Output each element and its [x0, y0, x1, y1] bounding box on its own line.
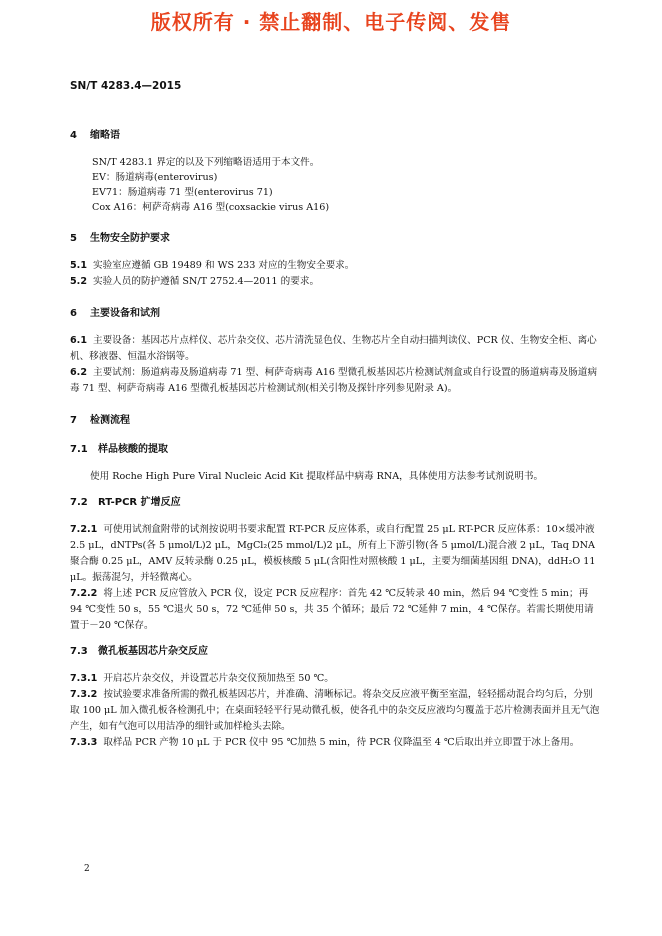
- clause-7-1-text: 使用 Roche High Pure Viral Nucleic Acid Kit 提取样品中病毒 RNA，具体使用方法参考试剂说明书。: [90, 471, 544, 482]
- clause-6-1: 6.1 主要设备：基因芯片点样仪、芯片杂交仪、芯片清洗显色仪、生物芯片全自动扫描判读仪、PCR 仪、生物安全柜、离心机、移液器、恒温水浴锅等。: [70, 335, 597, 362]
- subsection-heading-7-3: 7.3 微孔板基因芯片杂交反应: [70, 646, 208, 657]
- clause-6-2: 6.2 主要试剂：肠道病毒及肠道病毒 71 型、柯萨奇病毒 A16 型微孔板基因芯片检测试剂盒或自行设置的肠道病毒及肠道病毒 71 型、柯萨奇病毒 A16 型微孔板基因芯片检测试剂(相关引物及探针序列参见附录 A)。: [70, 367, 598, 394]
- clause-5-2: 5.2 实验人员的防护遵循 SN/T 2752.4—2011 的要求。: [70, 276, 320, 287]
- abbrev-intro: SN/T 4283.1 界定的以及下列缩略语适用于本文件。: [92, 157, 320, 168]
- clause-5-1: 5.1 实验室应遵循 GB 19489 和 WS 233 对应的生物安全要求。: [70, 260, 355, 271]
- page-number: 2: [84, 864, 90, 874]
- section-heading-4: 4 缩略语: [70, 130, 120, 141]
- clause-7-2-1: 7.2.1 可使用试剂盒附带的试剂按说明书要求配置 RT-PCR 反应体系，或自行配置 25 μL RT-PCR 反应体系：10×缓冲液 2.5 μL，dNTPs(各 5 μmol/L)2 μL，MgCl₂(25 mmol/L)2 μL，所有上下游引物(各 5 μmol/L)混合液 2 μL，Taq DNA 聚合酶 0.25 μL，AMV 反转录酶 0.25 μL，模板核酸 5 μL(含阳性对照核酸 1 μL，主要为细菌基因组 DNA)，ddH₂O 11 μL。振荡混匀，并轻微离心。: [70, 524, 596, 583]
- clause-7-2-2: 7.2.2 将上述 PCR 反应管放入 PCR 仪，设定 PCR 反应程序：首先 42 ℃反转录 40 min，然后 94 ℃变性 5 min；再 94 ℃变性 50 s，55 ℃退火 50 s，72 ℃延伸 50 s，共 35 个循环；最后 72 ℃延伸 7 min，4 ℃保存。若需长期使用请置于－20 ℃保存。: [70, 588, 594, 631]
- standard-code: SN/T 4283.4—2015: [70, 80, 182, 92]
- clause-7-3-2: 7.3.2 按试验要求准备所需的微孔板基因芯片，并准确、清晰标记。将杂交反应液平衡至室温，轻轻摇动混合均匀后，分别取 100 μL 加入微孔板各检测孔中；在桌面轻轻平行晃动微孔板，使各孔中的杂交反应液均匀覆盖于芯片检测表面并且无气泡产生，如有气泡可以用洁净的细针或加样枪头去除。: [70, 689, 600, 732]
- section-heading-7: 7 检测流程: [70, 415, 130, 426]
- abbrev-item: EV：肠道病毒(enterovirus): [92, 172, 218, 183]
- clause-7-3-1: 7.3.1 开启芯片杂交仪，并设置芯片杂交仪预加热至 50 ℃。: [70, 673, 334, 684]
- section-heading-5: 5 生物安全防护要求: [70, 233, 170, 244]
- abbrev-item: EV71：肠道病毒 71 型(enterovirus 71): [92, 187, 273, 198]
- subsection-heading-7-2: 7.2 RT-PCR 扩增反应: [70, 497, 181, 508]
- abbrev-item: Cox A16：柯萨奇病毒 A16 型(coxsackie virus A16): [92, 202, 330, 213]
- document-body: [70, 126, 600, 751]
- clause-7-3-3: 7.3.3 取样品 PCR 产物 10 μL 于 PCR 仪中 95 ℃加热 5 min，待 PCR 仪降温至 4 ℃后取出并立即置于冰上备用。: [70, 737, 580, 748]
- copyright-watermark: 版权所有 · 禁止翻制、电子传阅、发售: [150, 10, 512, 34]
- subsection-heading-7-1: 7.1 样品核酸的提取: [70, 444, 168, 455]
- section-heading-6: 6 主要设备和试剂: [70, 308, 160, 319]
